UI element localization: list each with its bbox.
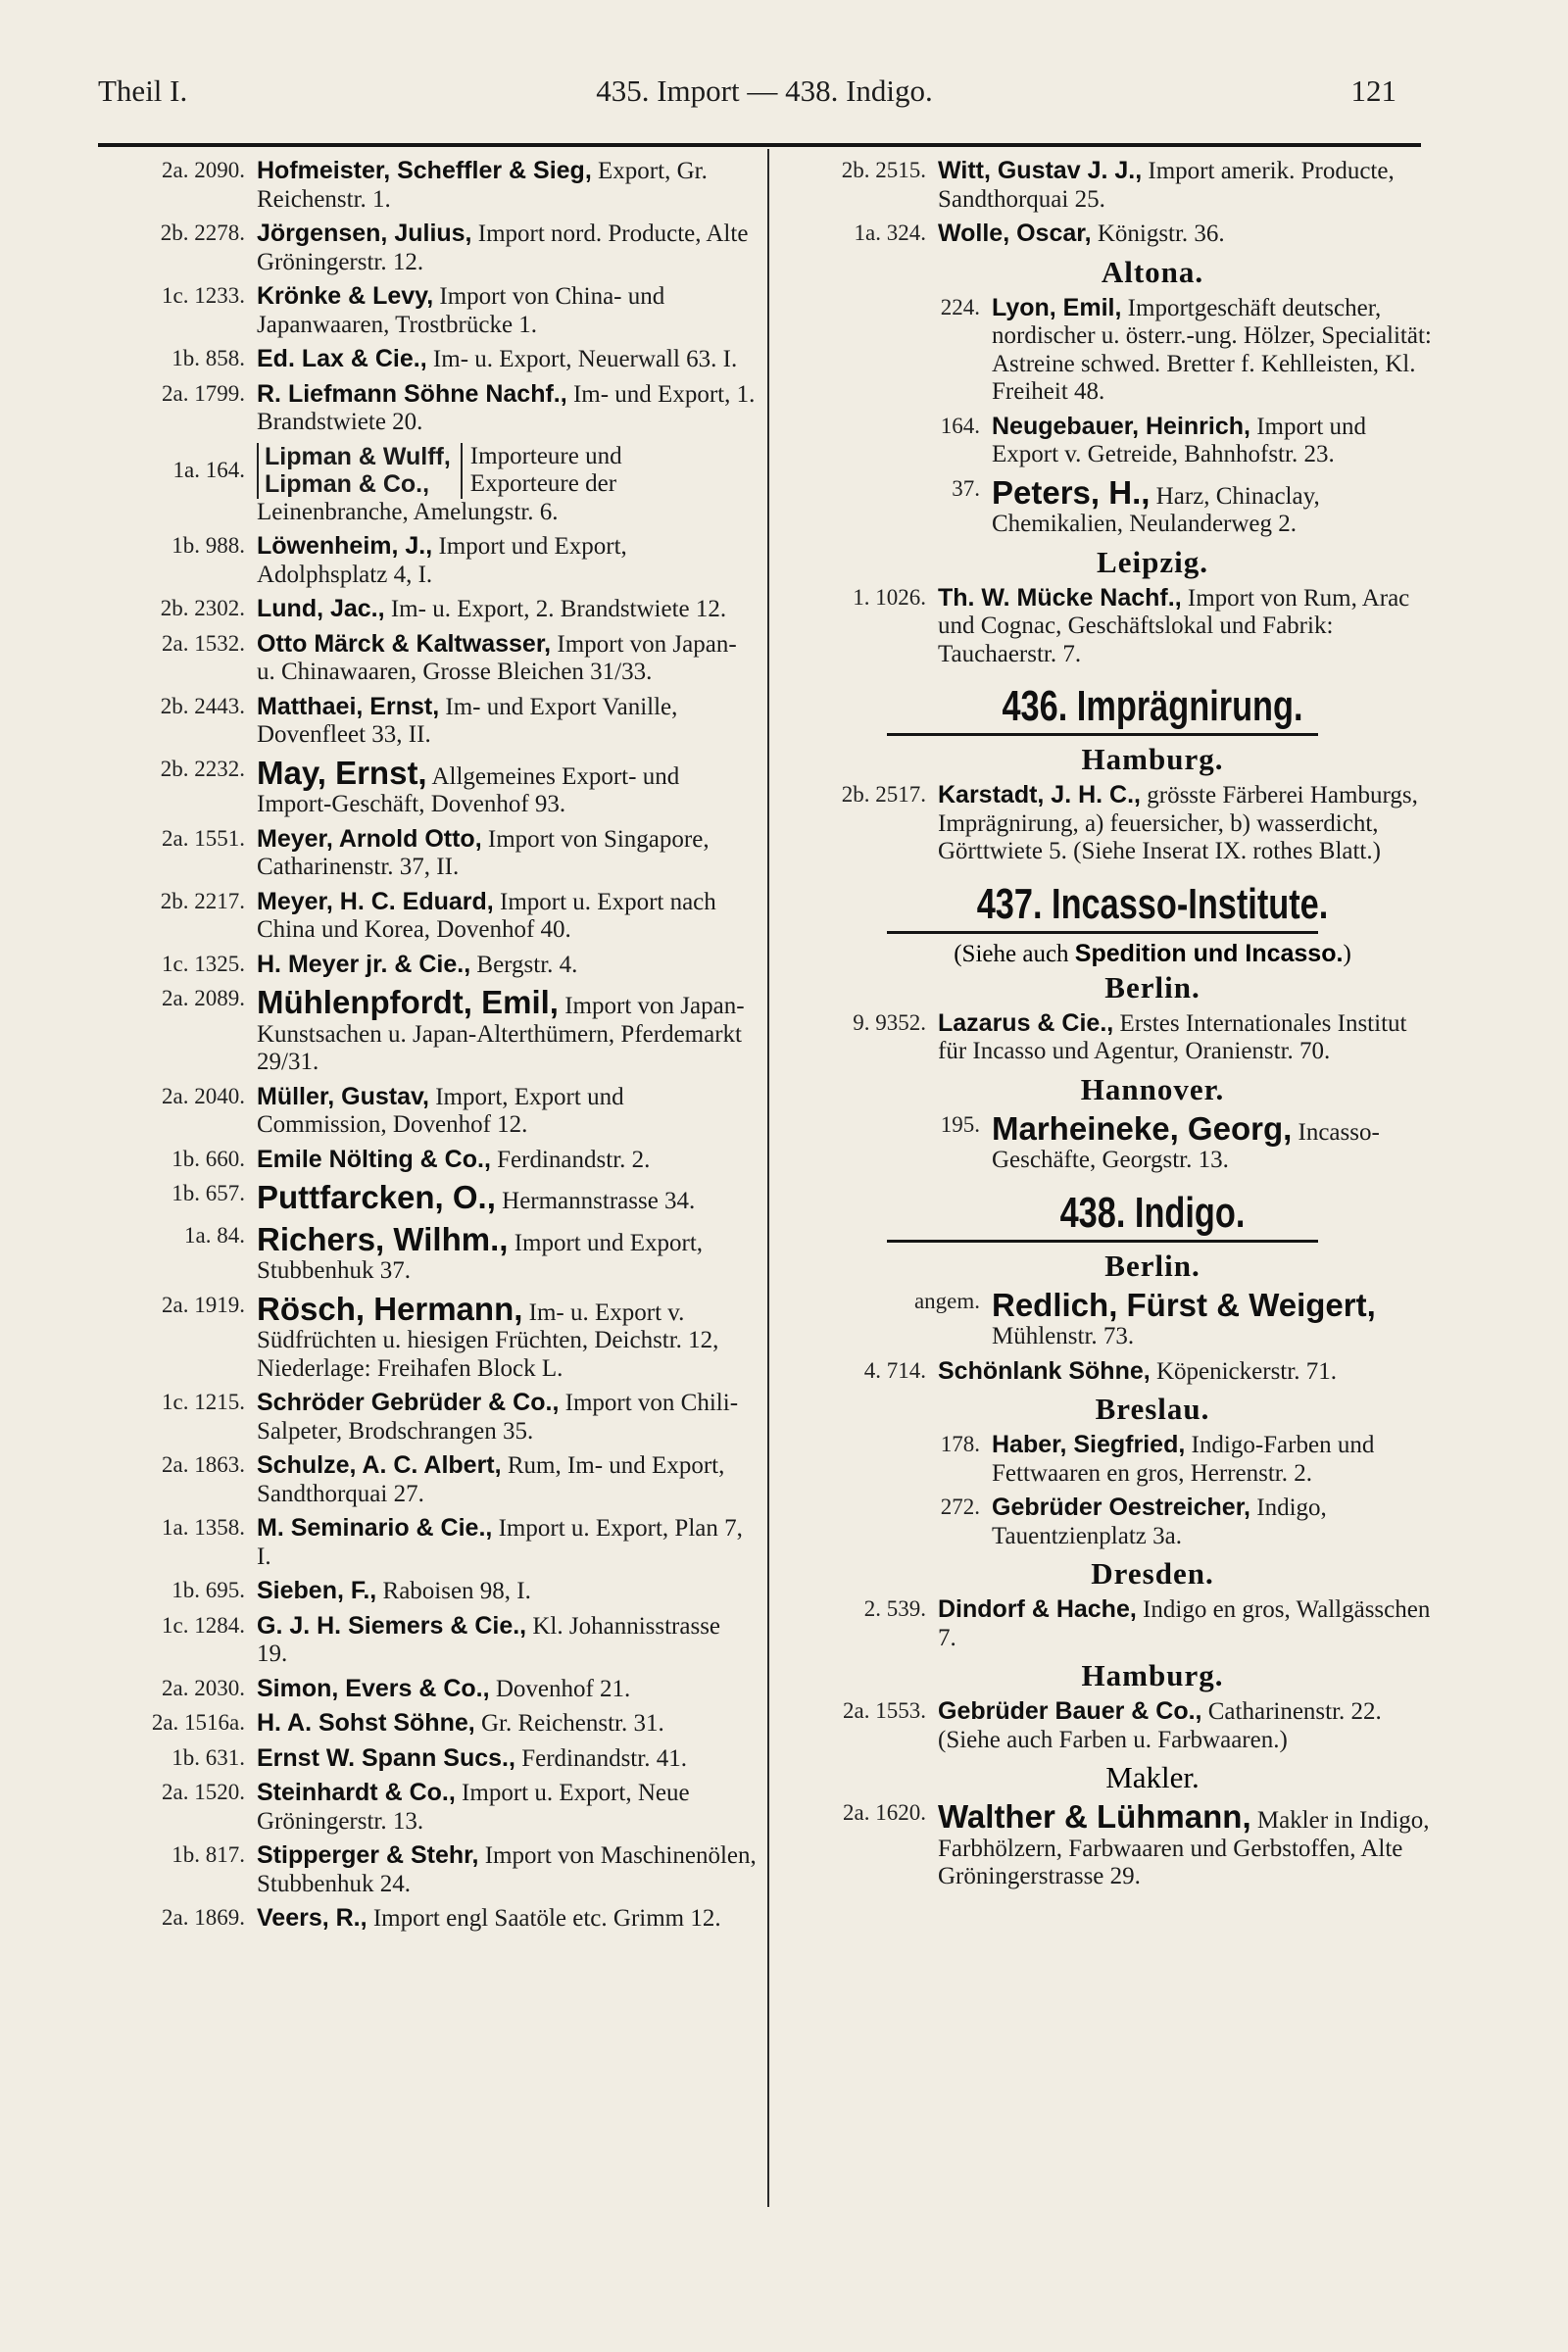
entry-number: 4. 714. xyxy=(863,1357,926,1383)
firm-name: Wolle, Oscar, xyxy=(938,220,1092,247)
firm-name: Lipman & Co., xyxy=(265,470,430,498)
right-column xyxy=(779,157,1438,1897)
city-heading: Altona. xyxy=(1101,254,1204,289)
directory-entry xyxy=(779,220,1438,249)
directory-entry xyxy=(98,951,757,980)
header-rule xyxy=(98,143,1421,147)
entry-number: 2a. 2030. xyxy=(162,1675,245,1700)
entry-number: 178. xyxy=(940,1432,980,1456)
directory-entry xyxy=(98,825,757,882)
firm-name: G. J. H. Siemers & Cie., xyxy=(257,1611,527,1640)
entry-details: grösste Färberei Hamburgs, Imprägnirung, a) feuersicher, b) wasserdicht, Görttwiete 5. (Siehe Inserat IX. rothes Blatt.) xyxy=(938,782,1418,864)
firm-name: Löwenheim, J., xyxy=(257,532,433,560)
entry-number: angem. xyxy=(913,1288,980,1313)
entry-number: 2a. 2089. xyxy=(162,986,245,1010)
directory-entry xyxy=(98,985,757,1077)
firm-name: Ed. Lax & Cie., xyxy=(257,345,427,372)
firm-name: Jörgensen, Julius, xyxy=(257,220,472,247)
entry-details: Rum, Im- und Export, Sandthorquai 27. xyxy=(257,1452,725,1507)
entry-number: 1b. 695. xyxy=(172,1578,245,1602)
entry-number: 2a. 1520. xyxy=(162,1780,245,1804)
entry-number: 2b. 2232. xyxy=(160,756,245,781)
directory-entry xyxy=(779,1431,1438,1488)
city-heading: Hamburg. xyxy=(1081,742,1224,776)
subheading: Makler. xyxy=(1105,1760,1200,1794)
firm-name: Witt, Gustav J. J., xyxy=(938,157,1143,184)
directory-entry xyxy=(98,345,757,374)
directory-entry xyxy=(779,1357,1438,1387)
firm-name: Walther & Lühmann, xyxy=(938,1798,1251,1835)
entry-details: Import von Singapore, Catharinenstr. 37, II. xyxy=(257,825,710,880)
firm-name: Müller, Gustav, xyxy=(257,1082,429,1110)
directory-entry xyxy=(98,1083,757,1140)
entry-number: 1c. 1325. xyxy=(162,951,245,976)
firm-name: Otto Märck & Kaltwasser, xyxy=(257,629,552,658)
entry-details: Bergstr. 4. xyxy=(476,951,578,978)
firm-name: Simon, Evers & Co., xyxy=(257,1674,490,1702)
note-text: ) xyxy=(1343,940,1351,967)
entry-number: 2b. 2517. xyxy=(841,782,926,807)
entry-number: 1a. 164. xyxy=(172,457,245,482)
directory-entry xyxy=(98,1389,757,1446)
directory-entry xyxy=(98,443,757,527)
section-title: 438. Indigo. xyxy=(1059,1188,1246,1237)
entry-details: Incasso-Geschäfte, Georgstr. 13. xyxy=(992,1118,1380,1173)
firm-name: Peters, H., xyxy=(992,473,1151,511)
header-part-label: Theil I. xyxy=(98,74,188,108)
directory-entry xyxy=(98,1841,757,1898)
firm-name: Puttfarcken, O., xyxy=(257,1179,496,1215)
entry-details: Indigo en gros, Wallgässchen 7. xyxy=(938,1596,1431,1651)
entry-number: 195. xyxy=(940,1111,980,1137)
directory-entry xyxy=(98,693,757,750)
directory-entry xyxy=(779,1111,1438,1175)
entry-details: Import von Rum, Arac und Cognac, Geschäftslokal und Fabrik: Tauchaerstr. 7. xyxy=(938,584,1410,667)
firm-name: Richers, Wilhm., xyxy=(257,1220,509,1257)
entry-details: Im- und Export, 1. Brandstwiete 20. xyxy=(257,380,756,435)
directory-entry xyxy=(98,888,757,945)
firm-name: May, Ernst, xyxy=(257,754,427,791)
directory-entry xyxy=(98,380,757,437)
entry-details: Mühlenstr. 73. xyxy=(992,1323,1135,1349)
entry-details: Import und Export, Adolphsplatz 4, I. xyxy=(257,533,627,588)
directory-entry xyxy=(98,1709,757,1739)
firm-name: Emile Nölting & Co., xyxy=(257,1145,491,1173)
entry-details: Harz, Chinaclay, Chemikalien, Neulanderweg 2. xyxy=(992,482,1320,537)
entry-number: 2a. 1863. xyxy=(162,1452,245,1477)
entry-number: 1b. 631. xyxy=(172,1744,245,1770)
firm-name: Gebrüder Bauer & Co., xyxy=(938,1697,1202,1725)
entry-number: 2a. 1869. xyxy=(162,1905,245,1930)
entry-number: 1a. 84. xyxy=(184,1222,245,1248)
entry-details: Hermannstrasse 34. xyxy=(502,1188,696,1214)
directory-entry xyxy=(779,1799,1438,1891)
directory-entry xyxy=(98,1577,757,1606)
entry-details: Königstr. 36. xyxy=(1097,220,1225,247)
cross-reference-note xyxy=(867,940,1438,968)
entry-details: Import von Chili-Salpeter, Brodschrangen 35. xyxy=(257,1390,739,1445)
directory-entry xyxy=(98,1514,757,1571)
entry-details: Import und Export, Stubbenhuk 37. xyxy=(257,1229,704,1284)
directory-entry xyxy=(98,220,757,276)
city-heading: Leipzig. xyxy=(1097,544,1208,579)
entry-number: 1b. 858. xyxy=(172,346,245,370)
directory-entry xyxy=(779,781,1438,866)
directory-entry xyxy=(98,1180,757,1216)
entry-number: 2a. 2090. xyxy=(162,158,245,182)
firm-name: Schönlank Söhne, xyxy=(938,1356,1151,1385)
directory-entry xyxy=(779,584,1438,669)
directory-entry xyxy=(98,1222,757,1286)
directory-entry xyxy=(98,1744,757,1774)
entry-number: 2b. 2217. xyxy=(160,888,245,913)
entry-number: 2a. 1551. xyxy=(162,825,245,851)
firm-name: Schulze, A. C. Albert, xyxy=(257,1451,502,1479)
column-divider xyxy=(767,149,769,2207)
directory-entry xyxy=(98,1451,757,1508)
firm-name: Gebrüder Oestreicher, xyxy=(992,1494,1251,1521)
firm-name: Meyer, H. C. Eduard, xyxy=(257,887,494,915)
entry-details: Import und Export v. Getreide, Bahnhofstr. 23. xyxy=(992,413,1367,467)
entry-number: 9. 9352. xyxy=(853,1009,926,1035)
directory-entry xyxy=(98,282,757,339)
firm-name: Karstadt, J. H. C., xyxy=(938,781,1141,808)
directory-entry xyxy=(98,1779,757,1836)
entry-details: Exporteure der xyxy=(469,470,617,497)
entry-details: Im- u. Export v. Südfrüchten u. hiesigen Früchten, Deichstr. 12, Niederlage: Freihafen Block L. xyxy=(257,1298,719,1382)
directory-entry xyxy=(98,756,757,819)
entry-details: Im- und Export Vanille, Dovenfleet 33, II. xyxy=(257,693,678,748)
directory-entry xyxy=(98,1292,757,1384)
city-heading: Berlin. xyxy=(1104,969,1200,1004)
section-title: 437. Incasso-Institute. xyxy=(976,879,1329,928)
directory-entry xyxy=(779,1595,1438,1652)
directory-entry xyxy=(779,1697,1438,1754)
entry-details: Kl. Johannisstrasse 19. xyxy=(257,1612,721,1667)
firm-name: R. Liefmann Söhne Nachf., xyxy=(257,379,567,408)
entry-details: Import von Japan- u. Chinawaaren, Grosse Bleichen 31/33. xyxy=(257,630,737,685)
section-rule xyxy=(887,931,1318,934)
entry-details: Import amerik. Producte, Sandthorquai 25. xyxy=(938,158,1395,213)
entry-number: 2a. 1919. xyxy=(162,1292,245,1317)
entry-number: 1a. 324. xyxy=(854,220,926,245)
entry-details: Importeure und xyxy=(469,442,622,469)
entry-number: 37. xyxy=(952,475,980,501)
firm-name: Marheineke, Georg, xyxy=(992,1109,1293,1147)
section-rule xyxy=(887,733,1318,736)
directory-entry xyxy=(98,595,757,624)
entry-details: Import u. Export, Plan 7, I. xyxy=(257,1515,743,1570)
directory-entry xyxy=(98,157,757,214)
entry-details: Raboisen 98, I. xyxy=(382,1578,531,1604)
header-running-title: 435. Import — 438. Indigo. xyxy=(596,74,933,108)
entry-details: Im- u. Export, 2. Brandstwiete 12. xyxy=(390,596,727,622)
firm-name: Lund, Jac., xyxy=(257,595,385,622)
directory-entry xyxy=(779,1288,1438,1351)
directory-entry xyxy=(98,630,757,687)
entry-details: Export, Gr. Reichenstr. 1. xyxy=(257,158,708,213)
firm-name: Meyer, Arnold Otto, xyxy=(257,824,482,853)
directory-entry xyxy=(779,475,1438,539)
firm-name: Lazarus & Cie., xyxy=(938,1008,1114,1037)
firm-name: Neugebauer, Heinrich, xyxy=(992,412,1250,440)
city-heading: Breslau. xyxy=(1095,1392,1210,1426)
note-text: (Siehe auch xyxy=(954,940,1075,967)
entry-number: 1c. 1284. xyxy=(162,1612,245,1638)
firm-name: H. A. Sohst Söhne, xyxy=(257,1709,475,1737)
firm-name: Redlich, Fürst & Weigert, xyxy=(992,1286,1376,1323)
entry-number: 1b. 817. xyxy=(172,1842,245,1867)
firm-names-bracket xyxy=(257,443,451,499)
firm-name: Dindorf & Hache, xyxy=(938,1595,1137,1623)
directory-entry xyxy=(779,413,1438,469)
entry-number: 272. xyxy=(940,1494,980,1519)
city-heading: Hamburg. xyxy=(1081,1658,1224,1692)
entry-details: Allgemeines Export- und Import-Geschäft, Dovenhof 93. xyxy=(257,762,680,817)
directory-entry xyxy=(779,1009,1438,1066)
directory-entry xyxy=(779,1494,1438,1550)
entry-number: 224. xyxy=(940,294,980,319)
entry-number: 2b. 2443. xyxy=(160,693,245,718)
directory-entry xyxy=(98,1146,757,1175)
entry-number: 2. 539. xyxy=(863,1596,926,1621)
entry-number: 1c. 1233. xyxy=(162,283,245,308)
directory-entry xyxy=(98,1904,757,1934)
firm-name: Ernst W. Spann Sucs., xyxy=(257,1743,515,1772)
entry-details: Leinenbranche, Amelungstr. 6. xyxy=(257,498,559,525)
firm-name: Stipperger & Stehr, xyxy=(257,1841,479,1869)
entry-number: 2b. 2302. xyxy=(160,596,245,620)
entry-details: Import u. Export, Neue Gröningerstr. 13. xyxy=(257,1780,690,1835)
directory-entry xyxy=(98,1675,757,1704)
section-title: 436. Imprägnirung. xyxy=(1002,682,1303,730)
entry-details: Köpenickerstr. 71. xyxy=(1155,1357,1337,1385)
entry-details: Catharinenstr. 22. (Siehe auch Farben u. Farbwaaren.) xyxy=(938,1698,1382,1753)
entry-number: 1. 1026. xyxy=(853,584,926,610)
directory-entry xyxy=(98,1612,757,1669)
entry-details: Indigo, Tauentzienplatz 3a. xyxy=(992,1494,1327,1549)
directory-entry xyxy=(779,294,1438,407)
note-reference: Spedition und Incasso. xyxy=(1074,939,1344,967)
entry-number: 1b. 660. xyxy=(172,1146,245,1171)
entry-number: 2a. 1532. xyxy=(162,630,245,656)
entry-details: Gr. Reichenstr. 31. xyxy=(480,1710,664,1737)
entry-number: 1c. 1215. xyxy=(162,1390,245,1414)
entry-number: 2a. 1620. xyxy=(843,1800,926,1825)
firm-name: Schröder Gebrüder & Co., xyxy=(257,1389,560,1416)
entry-details-bracket xyxy=(461,443,622,499)
directory-entry xyxy=(98,532,757,589)
firm-name: Th. W. Mücke Nachf., xyxy=(938,583,1182,612)
entry-details: Makler in Indigo, Farbhölzern, Farbwaaren und Gerbstoffen, Alte Gröningerstrasse 29. xyxy=(938,1807,1430,1889)
section-rule xyxy=(887,1240,1318,1243)
entry-number: 2a. 1553. xyxy=(843,1698,926,1723)
city-heading: Berlin. xyxy=(1104,1248,1200,1283)
entry-details: Dovenhof 21. xyxy=(495,1675,631,1702)
entry-number: 2b. 2278. xyxy=(160,220,245,245)
firm-name: Lyon, Emil, xyxy=(992,293,1122,321)
firm-name: Hofmeister, Scheffler & Sieg, xyxy=(257,157,592,184)
entry-details: Import u. Export nach China und Korea, Dovenhof 40. xyxy=(257,888,716,943)
entry-number: 1b. 657. xyxy=(172,1181,245,1205)
entry-details: Import von Maschinenölen, Stubbenhuk 24. xyxy=(257,1842,757,1897)
entry-number: 2a. 1516a. xyxy=(151,1710,245,1735)
entry-details: Indigo-Farben und Fettwaaren en gros, Herrenstr. 2. xyxy=(992,1432,1375,1487)
entry-details: Importgeschäft deutscher, nordischer u. österr.-ung. Hölzer, Specialität: Astreine schwed. Bretter f. Kehlleisten, Kl. Freiheit 48. xyxy=(992,294,1432,405)
entry-details: Import nord. Producte, Alte Gröningerstr. 12. xyxy=(257,220,749,275)
entry-details: Ferdinandstr. 41. xyxy=(521,1744,687,1772)
entry-number: 164. xyxy=(940,413,980,438)
entry-details: Im- u. Export, Neuerwall 63. I. xyxy=(432,346,738,372)
firm-name: Sieben, F., xyxy=(257,1577,377,1604)
firm-name: Haber, Siegfried, xyxy=(992,1431,1186,1458)
firm-name: Steinhardt & Co., xyxy=(257,1779,456,1806)
directory-entry xyxy=(779,157,1438,214)
firm-name: Mühlenpfordt, Emil, xyxy=(257,984,559,1020)
entry-details: Import, Export und Commission, Dovenhof 12. xyxy=(257,1083,624,1138)
page-number: 121 xyxy=(1350,74,1396,108)
entry-bracket-group xyxy=(257,443,757,499)
city-heading: Dresden. xyxy=(1091,1556,1214,1591)
left-column xyxy=(98,157,757,1939)
entry-number: 1a. 1358. xyxy=(162,1515,245,1540)
entry-details: Ferdinandstr. 2. xyxy=(497,1146,651,1173)
entry-details: Import von China- und Japanwaaren, Trostbrücke 1. xyxy=(257,283,665,338)
firm-name: Matthaei, Ernst, xyxy=(257,692,440,720)
entry-number: 2b. 2515. xyxy=(841,158,926,182)
firm-name: Rösch, Hermann, xyxy=(257,1290,523,1327)
firm-name: M. Seminario & Cie., xyxy=(257,1514,493,1542)
firm-name: H. Meyer jr. & Cie., xyxy=(257,950,471,978)
entry-number: 2a. 1799. xyxy=(162,380,245,406)
entry-number: 1b. 988. xyxy=(172,533,245,558)
entry-details: Erstes Internationales Institut für Incasso und Agentur, Oranienstr. 70. xyxy=(938,1009,1407,1064)
entry-details: Import engl Saatöle etc. Grimm 12. xyxy=(372,1905,721,1932)
firm-name: Veers, R., xyxy=(257,1904,368,1932)
firm-name: Krönke & Levy, xyxy=(257,282,434,310)
entry-details: Import von Japan-Kunstsachen u. Japan-Alterthümern, Pferdemarkt 29/31. xyxy=(257,993,745,1075)
entry-number: 2a. 2040. xyxy=(162,1083,245,1108)
city-heading: Hannover. xyxy=(1080,1071,1225,1106)
firm-name: Lipman & Wulff, xyxy=(265,442,451,470)
